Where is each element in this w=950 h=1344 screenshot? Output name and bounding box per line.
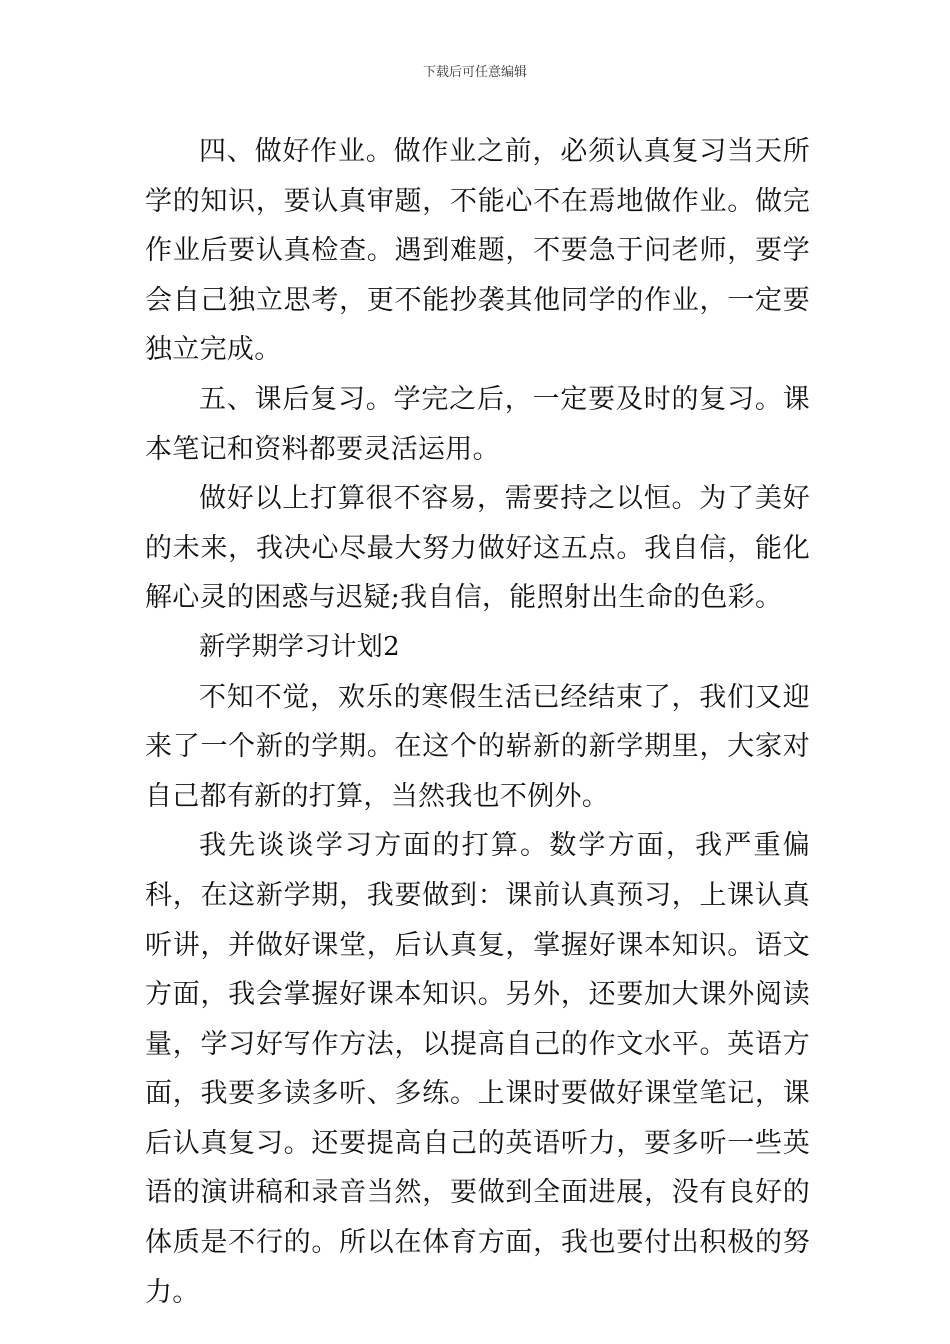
paragraph-intro: 不知不觉，欢乐的寒假生活已经结束了，我们又迎来了一个新的学期。在这个的崭新的新学期里，大家对自己都有新的打算，当然我也不例外。 <box>145 681 810 812</box>
document-body <box>145 127 810 1317</box>
paragraph-review: 五、课后复习。学完之后，一定要及时的复习。课本笔记和资料都要灵活运用。 <box>145 383 810 465</box>
page-header: 下载后可任意编辑 <box>422 65 527 80</box>
paragraph-study-plan: 我先谈谈学习方面的打算。数学方面，我严重偏科，在这新学期，我要做到：课前认真预习，上课认真听讲，并做好课堂，后认真复，掌握好课本知识。语文方面，我会掌握好课本知识。另外，还要加大课外阅读量，学习好写作方法，以提高自己的作文水平。英语方面，我要多读多听、多练。上课时要做好课堂笔记，课后认真复习。还要提高自己的英语听力，要多听一些英语的演讲稿和录音当然，要做到全面进展，没有良好的体质是不行的。所以在体育方面，我也要付出积极的努力。 <box>145 830 810 1308</box>
section-heading: 新学期学习计划2 <box>199 631 400 662</box>
paragraph-conclusion: 做好以上打算很不容易，需要持之以恒。为了美好的未来，我决心尽最大努力做好这五点。我自信，能化解心灵的困惑与迟疑;我自信，能照射出生命的色彩。 <box>145 483 810 614</box>
paragraph-homework: 四、做好作业。做作业之前，必须认真复习当天所学的知识，要认真审题，不能心不在焉地做作业。做完作业后要认真检查。遇到难题，不要急于问老师，要学会自己独立思考，更不能抄袭其他同学的作业，一定要独立完成。 <box>145 136 810 366</box>
